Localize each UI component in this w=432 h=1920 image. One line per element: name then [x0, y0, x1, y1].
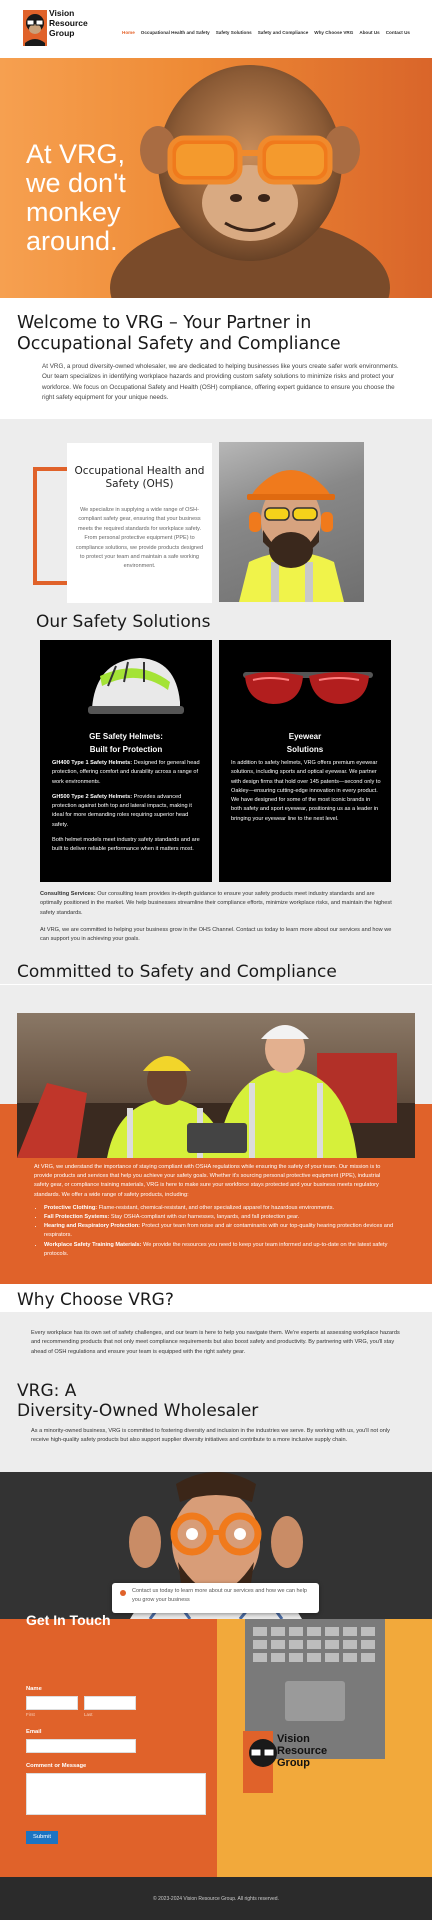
gh400-text: Designed for general head protection, offering comfort and durability across a range of work environments.: [52, 760, 200, 785]
hero-line: At VRG,: [26, 139, 126, 169]
nav-contact[interactable]: Contact Us: [385, 30, 410, 35]
consulting-paragraph: [40, 890, 396, 918]
why-choose-title: Why Choose VRG?: [17, 1290, 174, 1310]
diversity-title-line: VRG: A: [17, 1381, 77, 1401]
list-item-label: Hearing and Respiratory Protection:: [44, 1223, 141, 1230]
safety-products-list: [34, 1204, 396, 1259]
list-item-text: Protect your team from noise and air contaminants with our top-quality hearing protection devices and respirators.: [44, 1223, 394, 1239]
eyewear-heading-line: Solutions: [286, 745, 324, 754]
why-choose-body: Every workplace has its own set of safety challenges, and our team is here to help you navigate them. We're experts at assessing workplace hazards and recommending products that not only meet compliance requirements but also boost safety and productivity. By partnering with VRG, you'll stay ahead of OSH regulations and ensure your team is equipped with the right safety gear.: [31, 1330, 400, 1355]
nav-ohs[interactable]: Occupational Health and Safety: [140, 30, 210, 35]
callout-text: Contact us today to learn more about our services and how we can help you grow your business: [132, 1588, 307, 1603]
safety-solutions-title: Our Safety Solutions: [36, 612, 211, 632]
gh400-paragraph: [52, 759, 202, 787]
consulting-block: [40, 890, 396, 952]
list-item-text: Flame-resistant, chemical-resistant, and other specialized apparel for hazardous environments.: [97, 1204, 335, 1211]
list-item: [44, 1222, 396, 1240]
callout-dot-icon: [120, 1590, 126, 1596]
helmets-summary: Both helmet models meet industry safety standards and are built to deliver reliable performance when it matters most.: [52, 837, 200, 853]
welcome-body: At VRG, a proud diversity-owned wholesaler, we are dedicated to helping businesses like yours create safer work environments. Our team specializes in identifying workplace hazards and providing custom safety solutions to minimize risks and protect your workforce. We focus on Occupational Safety and Health (OSH) compliance, offering expert guidance to ensure you choose the right safety equipment for your unique needs.: [42, 363, 399, 402]
worker-hardhat-image: [219, 442, 364, 602]
hero-headline: [26, 140, 136, 256]
first-sublabel: First: [26, 1712, 35, 1717]
diversity-title-line: Diversity-Owned Wholesaler: [17, 1401, 259, 1421]
bearded-worker-icon: [219, 442, 364, 602]
ohs-body: We specialize in supplying a wide range of OSH-compliant safety gear, ensuring that your business meets the required standards for workplace safety. From personal protective equipment (PPE) to compliance solutions, we provide products designed to protect your team and maintain a safe working environment.: [75, 507, 204, 570]
gh500-text: Provides advanced protection against both top and lateral impacts, making it ideal for more demanding roles requiring superior head safety.: [52, 793, 192, 828]
list-item-label: Fall Protection Systems:: [44, 1214, 110, 1221]
main-nav: [122, 28, 410, 38]
committed-body: [34, 1163, 396, 1259]
welcome-title: Welcome to VRG – Your Partner in Occupational Safety and Compliance: [17, 313, 341, 354]
committed-intro: At VRG, we understand the importance of staying compliant with OSHA regulations while ensuring the safety of your team. Our mission is to provide products and services that help you achieve your safety goals. Whether it's sourcing personal protective equipment (PPE), industrial safety gear, or compliance training materials, VRG is here to make sure your workforce stays protected and your business meets regulatory standards. We offer a wide range of safety products, including:: [34, 1164, 381, 1198]
list-item-label: Workplace Safety Training Materials:: [44, 1241, 142, 1248]
nav-about[interactable]: About Us: [359, 30, 380, 35]
helmets-body: [52, 759, 202, 861]
site-logo[interactable]: [21, 6, 93, 52]
safety-helmet-icon: [40, 646, 212, 726]
closing-paragraph: At VRG, we are committed to helping your business grow in the OHS Channel. Contact us today to learn more about our services and how we can support you in achieving your goals.: [40, 926, 392, 943]
logo-text-line3: Group: [49, 28, 75, 38]
logo-text-line1: Vision: [277, 1733, 310, 1745]
logo-text-line2: Resource: [49, 18, 88, 28]
gh500-label: GH500 Type 2 Safety Helmets:: [52, 793, 133, 800]
hero-line: around.: [26, 226, 118, 256]
email-field[interactable]: [26, 1739, 136, 1753]
helmets-heading: [40, 730, 212, 756]
eyewear-body: In addition to safety helmets, VRG offers premium eyewear solutions, including sports and optical eyewear. We partner with design firms that hold over 145 patents—second only to Oakley—ensuring cutting-edge innovation in every product. We have designed for some of the most iconic brands in both safety and sport eyewear, positioning us as a leader in bringing your eyewear line to the next level.: [231, 760, 381, 822]
list-item-text: We provide the resources you need to keep your team informed and up-to-date on the latest safety protocols.: [44, 1241, 388, 1257]
consulting-label: Consulting Services:: [40, 891, 96, 897]
committed-title: Committed to Safety and Compliance: [17, 962, 337, 982]
get-in-touch-heading: Get In Touch: [26, 1612, 111, 1628]
gh500-paragraph: [52, 793, 202, 830]
logo-text-line3: Group: [277, 1757, 310, 1769]
diversity-body: As a minority-owned business, VRG is committed to fostering diversity and inclusion in the industries we serve. By working with us, you'll not only receive high-quality safety products but also support supplier diversity initiatives and contribute to a more inclusive supply chain.: [31, 1428, 390, 1444]
logo-text-line2: Resource: [277, 1745, 328, 1757]
monkey-logo-icon: [21, 7, 49, 51]
first-name-input[interactable]: [26, 1696, 78, 1710]
helmets-heading-line: Built for Protection: [89, 745, 163, 754]
logo-text-line1: Vision: [49, 8, 75, 18]
safety-glasses-icon: [219, 646, 391, 726]
gh400-label: GH400 Type 1 Safety Helmets:: [52, 760, 133, 766]
workers-factory-image: [17, 1013, 415, 1158]
nav-why-choose[interactable]: Why Choose VRG: [314, 30, 354, 35]
helmets-heading-line: GE Safety Helmets:: [89, 732, 163, 741]
nav-safety-solutions[interactable]: Safety Solutions: [215, 30, 252, 35]
copyright-text: © 2023-2024 Vision Resource Group. All rights reserved.: [153, 1896, 279, 1902]
email-label: Email: [26, 1729, 42, 1735]
ohs-title: Occupational Health and Safety (OHS): [74, 465, 205, 490]
name-label: Name: [26, 1686, 42, 1692]
eyewear-heading: [219, 730, 391, 756]
message-label: Comment or Message: [26, 1763, 87, 1769]
list-item-text: Stay OSHA-compliant with our harnesses, lanyards, and fall protection gear.: [109, 1214, 300, 1221]
eyewear-heading-line: Eyewear: [288, 732, 322, 741]
hero-line: monkey: [26, 197, 121, 227]
message-textarea[interactable]: [26, 1773, 206, 1815]
list-item: [44, 1204, 396, 1213]
nav-safety-compliance[interactable]: Safety and Compliance: [257, 30, 309, 35]
last-name-input[interactable]: [84, 1696, 136, 1710]
submit-button[interactable]: Submit: [26, 1831, 58, 1844]
nav-home[interactable]: Home: [122, 30, 135, 35]
list-item-label: Protective Clothing:: [44, 1204, 98, 1211]
consulting-text: Our consulting team provides in-depth guidance to ensure your safety products meet industry standards and are optimally positioned in the market. We help businesses streamline their compliance efforts, minimize workplace risks, and maintain the highest safety standards.: [40, 891, 392, 916]
list-item: [44, 1241, 396, 1259]
two-workers-icon: [17, 1013, 415, 1158]
last-sublabel: Last: [84, 1712, 93, 1717]
hero-line: we don't: [26, 168, 126, 198]
list-item: [44, 1213, 396, 1222]
diversity-title: [17, 1381, 417, 1421]
footer-logo-text: [277, 1733, 327, 1769]
